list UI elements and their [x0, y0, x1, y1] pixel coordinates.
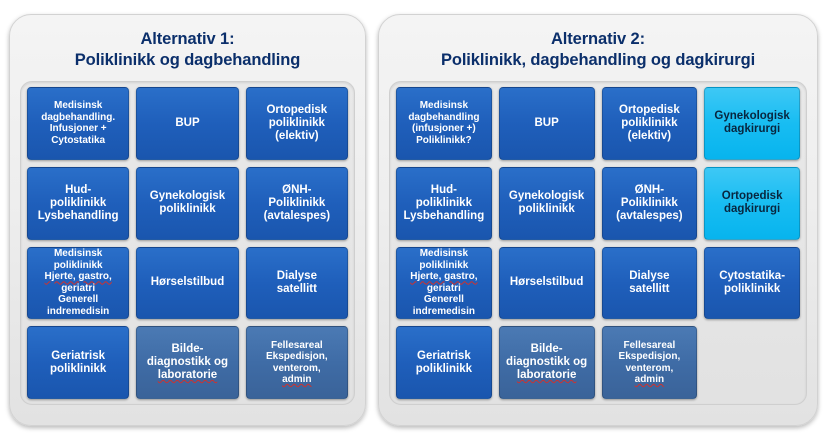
box-label-line: Fellesareal	[623, 339, 676, 351]
box-label-line: Cytostatika-	[719, 269, 786, 282]
box-label-line: BUP	[534, 116, 559, 129]
box-medisinsk-dagbehandling[interactable]	[27, 87, 129, 160]
box-bup[interactable]	[136, 87, 238, 160]
box-label-line: admin	[282, 374, 312, 386]
box-label-line: venterom,	[625, 362, 674, 374]
box-label-line: Ekspedisjon,	[618, 351, 681, 363]
box-cytostatika-poliklinikk[interactable]	[704, 247, 800, 320]
box-tray-2	[389, 81, 807, 405]
box-geriatrisk-poliklinikk[interactable]	[27, 326, 129, 399]
box-label	[38, 184, 119, 223]
box-gynekologisk-poliklinikk[interactable]	[499, 167, 595, 240]
box-dialyse-satellitt[interactable]	[602, 247, 698, 320]
box-empty-slot	[704, 326, 800, 399]
box-label	[277, 270, 317, 296]
box-label-line: Gynekologisk	[714, 110, 790, 123]
box-label-line: Hjerte, gastro,	[410, 271, 478, 283]
box-label-line: satellitt	[276, 282, 317, 295]
box-label-line: geriatri	[61, 282, 96, 294]
box-grid-1	[27, 87, 348, 399]
box-horselstilbud[interactable]	[136, 247, 238, 320]
box-label-line: Gynekologisk	[149, 190, 226, 203]
box-label	[45, 248, 112, 317]
box-label-line: ØNH-	[634, 183, 665, 196]
box-label	[619, 340, 681, 386]
box-geriatrisk-poliklinikk[interactable]	[396, 326, 492, 399]
box-label	[722, 190, 783, 216]
box-label-line: dagkirurgi	[724, 123, 781, 136]
box-label-line: poliklinikk	[518, 203, 575, 216]
box-label	[616, 184, 682, 223]
box-label-line: poliklinikk	[419, 259, 469, 271]
box-label-line: (avtalespes)	[263, 209, 331, 222]
box-label-line: ØNH-	[282, 183, 312, 196]
box-label-line: (infusjoner +)	[412, 123, 476, 135]
box-label-line: Cytostatika	[51, 134, 106, 146]
alternative-panel-1	[9, 14, 366, 426]
panel-title-1	[10, 15, 365, 71]
box-label-line: dagbehandling.	[41, 111, 116, 123]
box-label-line: satellitt	[629, 282, 670, 295]
box-label-line: Hjerte, gastro,	[44, 271, 112, 283]
box-label-line: dagbehandling	[408, 111, 480, 123]
box-dialyse-satellitt[interactable]	[246, 247, 348, 320]
box-label-line: (elektiv)	[275, 129, 319, 142]
box-label-line: dagkirurgi	[724, 203, 781, 216]
box-label-line: Ortopedisk	[266, 103, 328, 116]
box-label-line: (avtalespes)	[616, 209, 683, 222]
box-ortopedisk-dagkirurgi[interactable]	[704, 167, 800, 240]
box-bildediagnostikk-og-laboratorie[interactable]	[499, 326, 595, 399]
box-label	[266, 340, 328, 386]
box-label	[41, 100, 115, 146]
box-label-line: Medisinsk	[53, 100, 103, 112]
box-label	[714, 110, 789, 136]
box-label-line: Hud-	[65, 183, 92, 196]
box-onh-poliklinikk-avtalespes[interactable]	[246, 167, 348, 240]
box-label-line: Lysbehandling	[403, 209, 485, 222]
box-label	[408, 100, 479, 146]
panel-title-2-line1: Alternativ 2:	[550, 30, 646, 48]
box-label-line: Hørselstilbud	[150, 276, 225, 289]
box-label-line: poliklinikk	[415, 362, 472, 375]
box-label-line: Bilde-	[171, 343, 204, 356]
box-label	[719, 270, 785, 296]
box-label-line: diagnostikk og	[506, 356, 588, 369]
panel-title-1-line1: Alternativ 1:	[140, 30, 235, 48]
box-label-line: Medisinsk	[419, 100, 469, 112]
box-label-line: indremedisin	[47, 305, 110, 317]
box-label-line: Poliklinikk	[268, 196, 326, 209]
box-label	[509, 190, 584, 216]
box-label	[175, 117, 199, 130]
box-fellesareal-ekspedisjon-venterom-admin[interactable]	[602, 326, 698, 399]
box-label-line: Fellesareal	[270, 339, 323, 351]
box-label-line: Dialyse	[276, 269, 317, 282]
box-label-line: venterom,	[272, 362, 321, 374]
box-medisinsk-poliklinikk[interactable]	[27, 247, 129, 320]
box-label-line: Generell	[58, 294, 99, 306]
box-label	[416, 350, 472, 376]
box-label-line: Hud-	[430, 183, 457, 196]
box-medisinsk-poliklinikk[interactable]	[396, 247, 492, 320]
box-label-line: Ortopedisk	[721, 190, 783, 203]
box-label	[619, 104, 680, 143]
box-label	[264, 184, 330, 223]
box-label-line: Ortopedisk	[619, 103, 680, 116]
box-label-line: Gynekologisk	[508, 190, 585, 203]
box-label-line: poliklinikk	[50, 362, 107, 375]
box-label	[534, 117, 558, 130]
box-label-line: Geriatrisk	[51, 349, 105, 362]
box-label-line: geriatri	[426, 282, 461, 294]
box-label-line: Geriatrisk	[417, 349, 471, 362]
box-label-line: Lysbehandling	[37, 209, 119, 222]
box-label	[150, 190, 225, 216]
box-ortopedisk-poliklinikk-elektiv[interactable]	[602, 87, 698, 160]
box-horselstilbud[interactable]	[499, 247, 595, 320]
box-label	[266, 104, 327, 143]
box-gynekologisk-dagkirurgi[interactable]	[704, 87, 800, 160]
box-label-line: Medisinsk	[419, 248, 469, 260]
box-label-line: poliklinikk	[159, 203, 216, 216]
box-label-line: Poliklinikk	[620, 196, 678, 209]
box-label-line: diagnostikk og	[146, 356, 229, 369]
box-label-line: Hørselstilbud	[509, 276, 584, 289]
box-fellesareal-ekspedisjon-venterom-admin[interactable]	[246, 326, 348, 399]
box-label	[510, 276, 583, 289]
box-label	[629, 270, 669, 296]
box-label-line: Infusjoner +	[49, 123, 107, 135]
box-hud-poliklinikk-lysbehandling[interactable]	[396, 167, 492, 240]
panel-title-1-line2: Poliklinikk og dagbehandling	[74, 51, 301, 69]
box-onh-poliklinikk-avtalespes[interactable]	[602, 167, 698, 240]
panel-title-2-line2: Poliklinikk, dagbehandling og dagkirurgi	[440, 51, 756, 69]
box-label-line: poliklinikk	[268, 116, 325, 129]
box-label	[410, 248, 477, 317]
alternative-panel-2	[378, 14, 818, 426]
box-medisinsk-dagbehandling-poliklinikk[interactable]	[396, 87, 492, 160]
box-label	[404, 184, 485, 223]
box-bildediagnostikk-og-laboratorie[interactable]	[136, 326, 238, 399]
box-label	[506, 343, 587, 382]
box-label-line: Bilde-	[530, 343, 563, 356]
box-label	[151, 276, 224, 289]
box-label-line: poliklinikk	[50, 196, 107, 209]
box-hud-poliklinikk-lysbehandling[interactable]	[27, 167, 129, 240]
box-tray-1	[20, 81, 355, 405]
box-label-line: BUP	[175, 116, 200, 129]
box-grid-2	[396, 87, 800, 399]
box-label-line: poliklinikk	[621, 116, 678, 129]
box-label	[50, 350, 106, 376]
box-label-line: (elektiv)	[627, 129, 672, 142]
box-label-line: laboratorie	[516, 369, 577, 382]
box-gynekologisk-poliklinikk[interactable]	[136, 167, 238, 240]
box-label-line: Poliklinikk?	[416, 134, 472, 146]
box-label-line: Dialyse	[629, 269, 670, 282]
box-label	[147, 343, 228, 382]
box-ortopedisk-poliklinikk-elektiv[interactable]	[246, 87, 348, 160]
box-label-line: indremedisin	[412, 305, 475, 317]
box-label-line: Ekspedisjon,	[265, 351, 328, 363]
box-label-line: poliklinikk	[723, 282, 781, 295]
box-label-line: poliklinikk	[415, 196, 472, 209]
box-label-line: admin	[634, 374, 665, 386]
box-label-line: poliklinikk	[53, 259, 103, 271]
panel-title-2	[379, 15, 817, 71]
box-label-line: Medisinsk	[53, 248, 103, 260]
box-label-line: Generell	[423, 294, 464, 306]
box-label-line: laboratorie	[157, 369, 218, 382]
box-bup[interactable]	[499, 87, 595, 160]
